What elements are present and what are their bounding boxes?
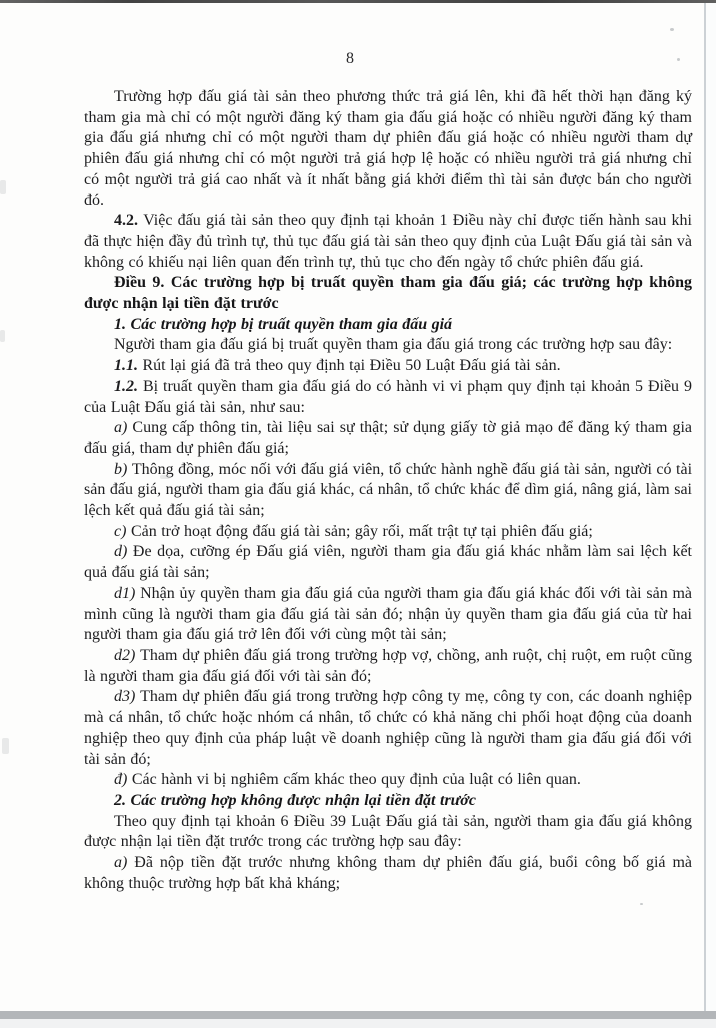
paragraph: d) Đe dọa, cưỡng ép Đấu giá viên, người tham gia đấu giá khác nhằm làm sai lệch kết quả đấu giá tài sản; [84,543,692,582]
paragraph-marker: d2) [114,646,141,664]
scan-right-edge [704,3,706,1015]
paragraph: b) Thông đồng, móc nối với đấu giá viên, tổ chức hành nghề đấu giá tài sản, người có tài sản đấu giá, người tham gia đấu giá khác, cá nhân, tổ chức khác để dìm giá, nâng giá, làm sai lệch kết quả đấu giá tài sản; [84,460,693,520]
section-subheading: 2. Các trường hợp không được nhận lại tiền đặt trước [114,791,476,809]
paragraph: Theo quy định tại khoản 6 Điều 39 Luật Đấu giá tài sản, người tham gia đấu giá không được nhận lại tiền đặt trước trong các trường hợp sau đây: [84,812,692,851]
scan-right-margin [706,3,716,1015]
document-body [84,87,692,894]
page-number: 8 [346,50,354,67]
paragraph-marker: a) [114,854,135,872]
scan-artifact [0,180,6,194]
paragraph: 4.2. Việc đấu giá tài sản theo quy định tại khoản 1 Điều này chỉ được tiến hành sau khi đã thực hiện đầy đủ trình tự, thủ tục đấu giá tài sản theo quy định của Luật Đấu giá tài sản và không có khiếu nại liên quan đến trình tự, thủ tục cho đến ngày tổ chức phiên đấu giá. [84,212,692,271]
article-heading: Điều 9. Các trường hợp bị truất quyền tham gia đấu giá; các trường hợp không được nhận lại tiền đặt trước [84,274,692,313]
paragraph: 1.1. Rút lại giá đã trả theo quy định tại Điều 50 Luật Đấu giá tài sản. [114,357,561,375]
paragraph-marker: d3) [114,688,141,706]
paragraph-marker: 1.2. [114,377,143,395]
scan-artifact [670,28,674,31]
paragraph-marker: d1) [114,584,141,602]
paragraph-marker: a) [114,419,133,437]
scan-artifact [2,738,9,754]
scan-top-edge [0,0,716,3]
paragraph: a) Cung cấp thông tin, tài liệu sai sự thật; sử dụng giấy tờ giả mạo để đăng ký tham gia đấu giá, tham dự phiên đấu giá; [84,419,692,457]
paragraph-marker: b) [114,460,132,478]
scan-artifact [677,58,680,61]
scan-background-strip [0,1019,716,1028]
scan-bottom-edge [0,1011,716,1019]
paragraph: d1) Nhận ủy quyền tham gia đấu giá của người tham gia đấu giá khác đối với tài sản mà mình cũng là người tham gia đấu giá tài sản đó; nhận ủy quyền tham gia đấu giá của từ hai người tham gia đấu giá trở lên đối với cùng một tài sản; [84,584,693,644]
paragraph: đ) Các hành vi bị nghiêm cấm khác theo quy định của luật có liên quan. [114,771,581,789]
paragraph: Trường hợp đấu giá tài sản theo phương thức trả giá lên, khi đã hết thời hạn đăng ký tham gia mà chỉ có một người đăng ký tham gia đấu giá hoặc có nhiều người đăng ký tham gia đấu giá nhưng chỉ có một người tham dự phiên đấu giá hoặc có nhiều người tham dự phiên đấu giá nhưng chỉ có một người trả giá hợp lệ hoặc có nhiều người trả giá nhưng chỉ có một người trả giá cao nhất và ít nhất bằng giá khởi điểm thì tài sản được bán cho người đó. [84,88,692,209]
section-subheading: 1. Các trường hợp bị truất quyền tham gia đấu giá [114,315,453,333]
paragraph: c) Cản trở hoạt động đấu giá tài sản; gây rối, mất trật tự tại phiên đấu giá; [114,522,593,540]
paragraph-marker: 1.1. [114,357,143,375]
paragraph: d3) Tham dự phiên đấu giá trong trường hợp công ty mẹ, công ty con, các doanh nghiệp mà cá nhân, tổ chức hoặc nhóm cá nhân, tổ chức có khả năng chi phối hoạt động của doanh nghiệp theo quy định của pháp luật về doanh nghiệp cũng là người tham gia đấu giá đối với tài sản đó; [84,688,693,768]
paragraph-marker: 4.2. [114,212,144,230]
paragraph: Người tham gia đấu giá bị truất quyền tham gia đấu giá trong các trường hợp sau đây: [114,336,673,354]
paragraph: 1.2. Bị truất quyền tham gia đấu giá do có hành vi vi phạm quy định tại khoản 5 Điều 9 của Luật Đấu giá tài sản, như sau: [84,377,692,416]
scan-artifact [640,903,643,905]
paragraph-marker: d) [114,543,133,561]
paragraph-marker: đ) [114,771,132,789]
paragraph: d2) Tham dự phiên đấu giá trong trường hợp vợ, chồng, anh ruột, chị ruột, em ruột cũng là người tham gia đấu giá đối với tài sản đó; [84,646,692,685]
paragraph-marker: c) [114,522,131,540]
scan-artifact [0,330,5,342]
scan-artifact [160,475,170,479]
paragraph: a) Đã nộp tiền đặt trước nhưng không tham dự phiên đấu giá, buổi công bố giá mà không thuộc trường hợp bất khả kháng; [84,854,693,892]
